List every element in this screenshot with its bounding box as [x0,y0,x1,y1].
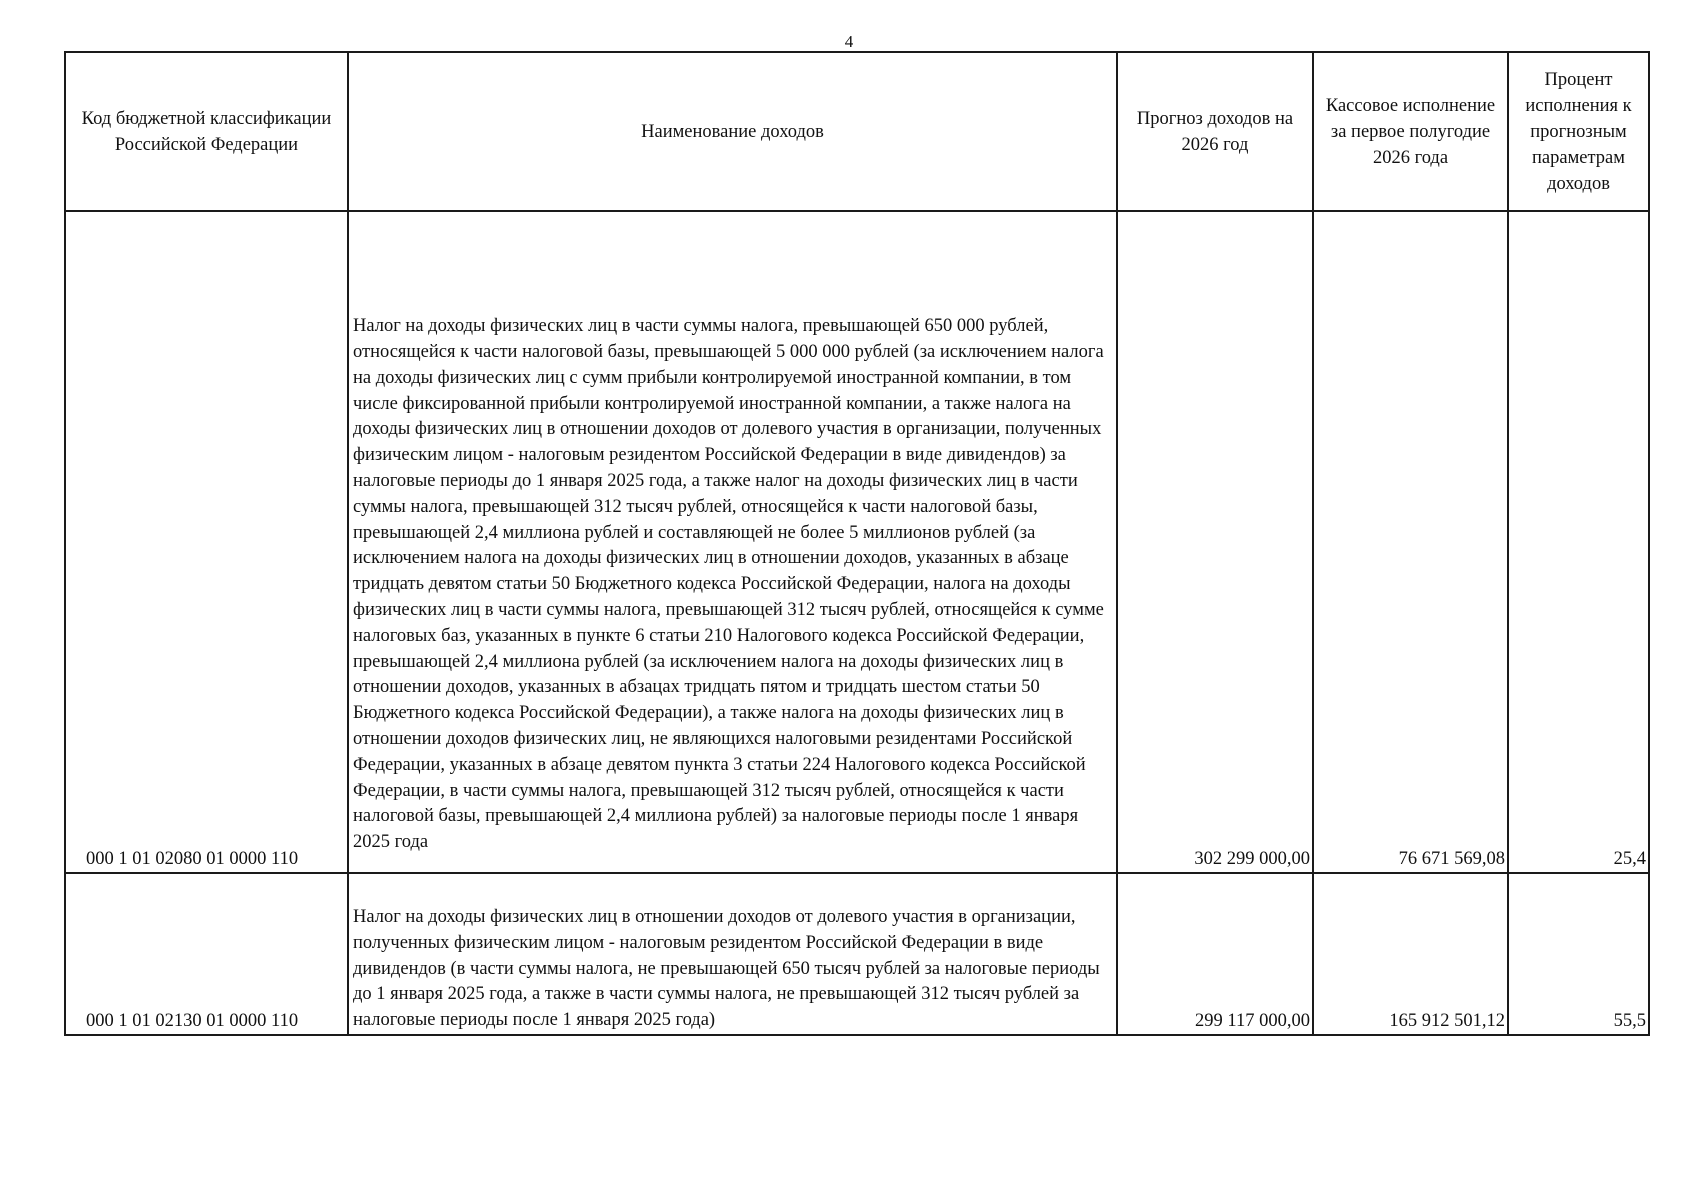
row-percent: 25,4 [1508,211,1649,873]
row-name: Налог на доходы физических лиц в отношении доходов от долевого участия в организации, полученных физическим лицом - налоговым резидентом Российской Федерации в виде дивидендов (в части суммы налога, не превышающей 650 тысяч рублей за налоговые периоды до 1 января 2025 года, а также в части суммы налога, не превышающей 312 тысяч рублей за налоговые периоды после 1 января 2025 года) [348,873,1117,1035]
header-name: Наименование доходов [348,52,1117,211]
header-execution: Кассовое исполнение за первое полугодие 2026 года [1313,52,1508,211]
row-code: 000 1 01 02130 01 0000 110 [65,873,348,1035]
header-code: Код бюджетной классификации Российской Федерации [65,52,348,211]
table-header-row [65,52,1649,211]
table-row [65,211,1649,873]
row-code: 000 1 01 02080 01 0000 110 [65,211,348,873]
row-name: Налог на доходы физических лиц в части суммы налога, превышающей 650 000 рублей, относящейся к части налоговой базы, превышающей 5 000 000 рублей (за исключением налога на доходы физических лиц с сумм прибыли контролируемой иностранной компании, в том числе фиксированной прибыли контролируемой иностранной компании, а также налога на доходы физических лиц в отношении доходов от долевого участия в организации, полученных физическим лицом - налоговым резидентом Российской Федерации в виде дивидендов) за налоговые периоды до 1 января 2025 года, а также налог на доходы физических лиц в части суммы налога, превышающей 312 тысяч рублей, относящейся к части налоговой базы, превышающей 2,4 миллиона рублей и составляющей не более 5 миллионов рублей (за исключением налога на доходы физических лиц в отношении доходов, указанных в абзаце тридцать девятом статьи 50 Бюджетного кодекса Российской Федерации, налога на доходы физических лиц в части суммы налога, превышающей 312 тысяч рублей, относящейся к сумме налоговых баз, указанных в пункте 6 статьи 210 Налогового кодекса Российской Федерации, превышающей 2,4 миллиона рублей (за исключением налога на доходы физических лиц в отношении доходов, указанных в абзацах тридцать пятом и тридцать шестом статьи 50 Бюджетного кодекса Российской Федерации), а также налога на доходы физических лиц в отношении доходов физических лиц, не являющихся налоговыми резидентами Российской Федерации, указанных в абзаце девятом пункта 3 статьи 224 Налогового кодекса Российской Федерации, в части суммы налога, превышающей 312 тысяч рублей, относящейся к части налоговой базы, превышающей 2,4 миллиона рублей) за налоговые периоды после 1 января 2025 года [348,211,1117,873]
row-execution: 76 671 569,08 [1313,211,1508,873]
header-forecast: Прогноз доходов на 2026 год [1117,52,1313,211]
row-forecast: 302 299 000,00 [1117,211,1313,873]
row-percent: 55,5 [1508,873,1649,1035]
header-percent: Процент исполнения к прогнозным параметрам доходов [1508,52,1649,211]
page-number: 4 [844,32,854,51]
table-row [65,873,1649,1035]
row-execution: 165 912 501,12 [1313,873,1508,1035]
row-forecast: 299 117 000,00 [1117,873,1313,1035]
revenue-table [64,51,1650,1036]
